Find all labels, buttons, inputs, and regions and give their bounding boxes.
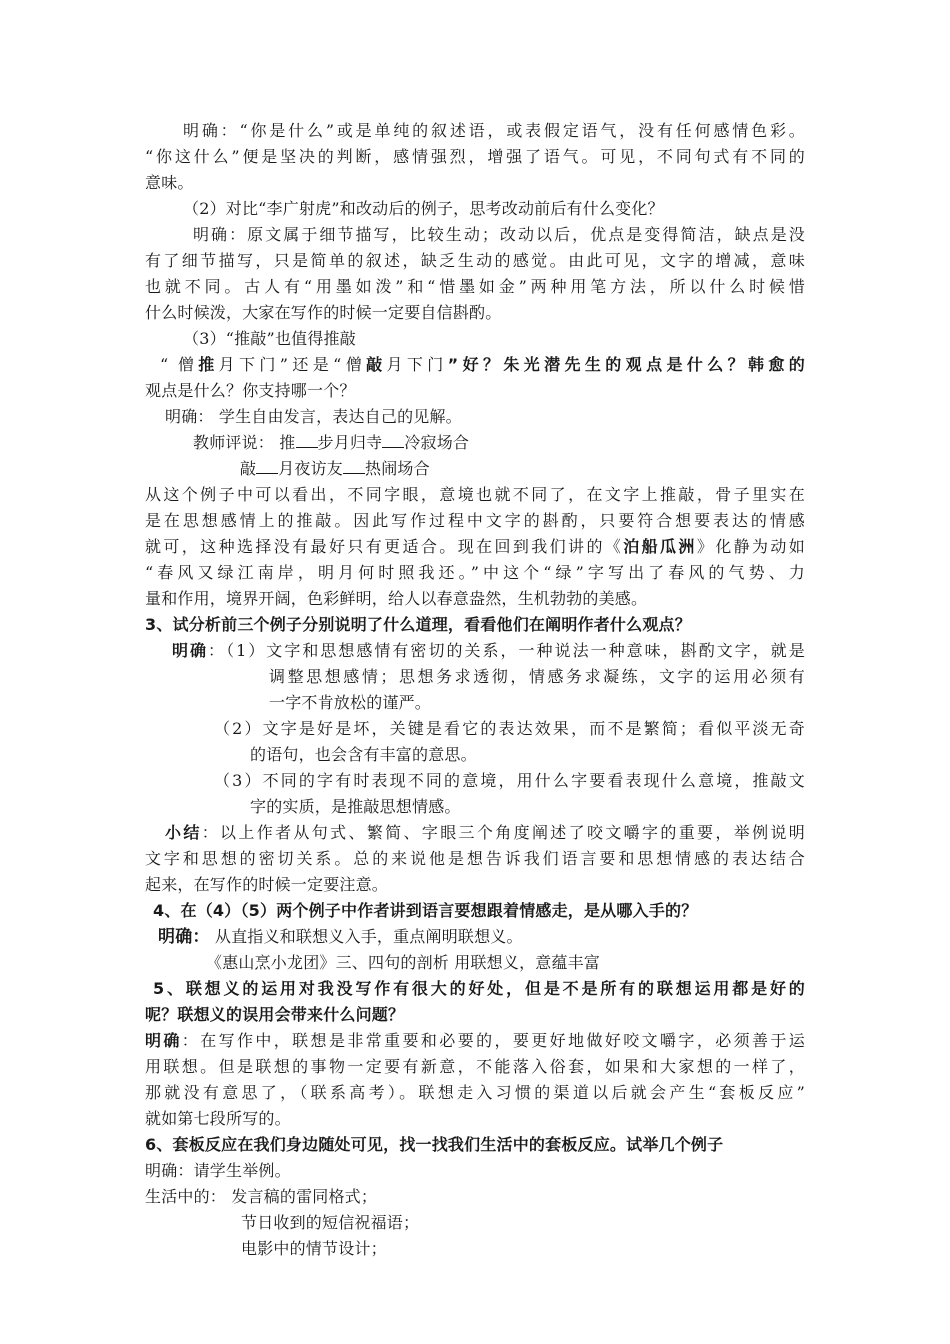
text-line: 也就不同。古人有“用墨如泼”和“惜墨如金”两种用笔方法，所以什么时候惜 xyxy=(145,277,805,296)
heading-question-3: 3、试分析前三个例子分别说明了什么道理，看看他们在阐明作者什么观点？ xyxy=(145,615,691,634)
text-line: 生活中的： 发言稿的雷同格式； xyxy=(145,1187,378,1206)
text-line: 文字和思想的密切关系。总的来说他是想告诉我们语言要和思想情感的表达结合 xyxy=(145,849,805,868)
heading-question-6: 6、套板反应在我们身边随处可见，找一找我们生活中的套板反应。试举几个例子 xyxy=(145,1135,724,1154)
text-line: 就可，这种选择没有最好只有更适合。现在回到我们讲的《泊船瓜洲》化静为动如 xyxy=(145,537,805,556)
heading-question-5-cont: 呢？联想义的误用会带来什么问题？ xyxy=(145,1005,405,1024)
text-line: 从这个例子中可以看出，不同字眼，意境也就不同了，在文字上推敲，骨子里实在 xyxy=(145,485,805,504)
text-line: 用联想。但是联想的事物一定要有新意，不能落入俗套，如果和大家想的一样了， xyxy=(145,1057,805,1076)
teacher-comment-line: 教师评说： 推 步月归寺 冷寂场合 xyxy=(193,433,470,452)
text-line: 字的实质，是推敲思想情感。 xyxy=(250,797,461,816)
text-line: 是在思想感情上的推敲。因此写作过程中文字的斟酌，只要符合想要表达的情感 xyxy=(145,511,805,530)
text-line: 明确：原文属于细节描写，比较生动；改动以后，优点是变得简洁，缺点是没 xyxy=(193,225,805,244)
list-item: 节日收到的短信祝福语； xyxy=(241,1213,420,1232)
text-line: 什么时候泼，大家在写作的时候一定要自信斟酌。 xyxy=(145,303,502,322)
question-3: （3）“推敲”也值得推敲 xyxy=(183,329,356,348)
text-line: 有了细节描写，只是简单的叙述，缺乏生动的感觉。由此可见，文字的增减，意味 xyxy=(145,251,805,270)
text-line: （2）文字是好是坏，关键是看它的表达效果，而不是繁简；看似平淡无奇 xyxy=(214,719,805,738)
text-line: 起来，在写作的时候一定要注意。 xyxy=(145,875,389,894)
heading-question-5: 5、联想义的运用对我没写作有很大的好处，但是不是所有的联想运用都是好的 xyxy=(153,979,805,998)
text-line: （3）不同的字有时表现不同的意境，用什么字要看表现什么意境，推敲文 xyxy=(214,771,805,790)
text-line: 明确：（1）文字和思想感情有密切的关系，一种说法一种意味，斟酌文字，就是 xyxy=(172,641,806,660)
text-line: 意味。 xyxy=(145,173,194,192)
text-line: 那就没有意思了，（联系高考）。联想走入习惯的渠道以后就会产生“套板反应” xyxy=(145,1083,805,1102)
text-line: 《惠山烹小龙团》三、四句的剖析 用联想义，意蕴丰富 xyxy=(206,953,601,972)
text-line: 明确： 学生自由发言，表达自己的见解。 xyxy=(165,407,462,426)
list-item: 电影中的情节设计； xyxy=(241,1239,387,1258)
text-line: “你这什么”便是坚决的判断，感情强烈，增强了语气。可见，不同句式有不同的 xyxy=(145,147,805,166)
teacher-comment-line: 敲 月夜访友 热闹场合 xyxy=(240,459,430,478)
text-line: 明确：“你是什么”或是单纯的叙述语，或表假定语气，没有任何感情色彩。 xyxy=(183,121,805,140)
text-line: “ 僧推月下门”还是“僧敲月下门”好？朱光潜先生的观点是什么？韩愈的 xyxy=(160,355,805,374)
text-line: “春风又绿江南岸，明月何时照我还。”中这个“绿”字写出了春风的气势、力 xyxy=(145,563,805,582)
text-line: 明确：请学生举例。 xyxy=(145,1161,291,1180)
text-line: 调整思想感情；思想务求透彻，情感务求凝练，文字的运用必须有 xyxy=(269,667,805,686)
text-line: 一字不肯放松的谨严。 xyxy=(269,693,432,712)
text-line: 就如第七段所写的。 xyxy=(145,1109,291,1128)
text-line: 量和作用，境界开阔，色彩鲜明，给人以春意盎然，生机勃勃的美感。 xyxy=(145,589,648,608)
text-line: 明确： 从直指义和联想义入手，重点阐明联想义。 xyxy=(158,927,523,947)
text-line: 观点是什么？你支持哪一个？ xyxy=(145,381,356,400)
text-line: 的语句，也会含有丰富的意思。 xyxy=(250,745,477,764)
text-line: 明确：在写作中，联想是非常重要和必要的，要更好地做好咬文嚼字，必须善于运 xyxy=(145,1031,805,1050)
heading-question-4: 4、在（4）（5）两个例子中作者讲到语言要想跟着情感走，是从哪入手的？ xyxy=(153,901,698,920)
summary-line: 小结：以上作者从句式、繁简、字眼三个角度阐述了咬文嚼字的重要，举例说明 xyxy=(165,823,805,842)
question-2: （2）对比“李广射虎”和改动后的例子，思考改动前后有什么变化？ xyxy=(183,199,664,218)
